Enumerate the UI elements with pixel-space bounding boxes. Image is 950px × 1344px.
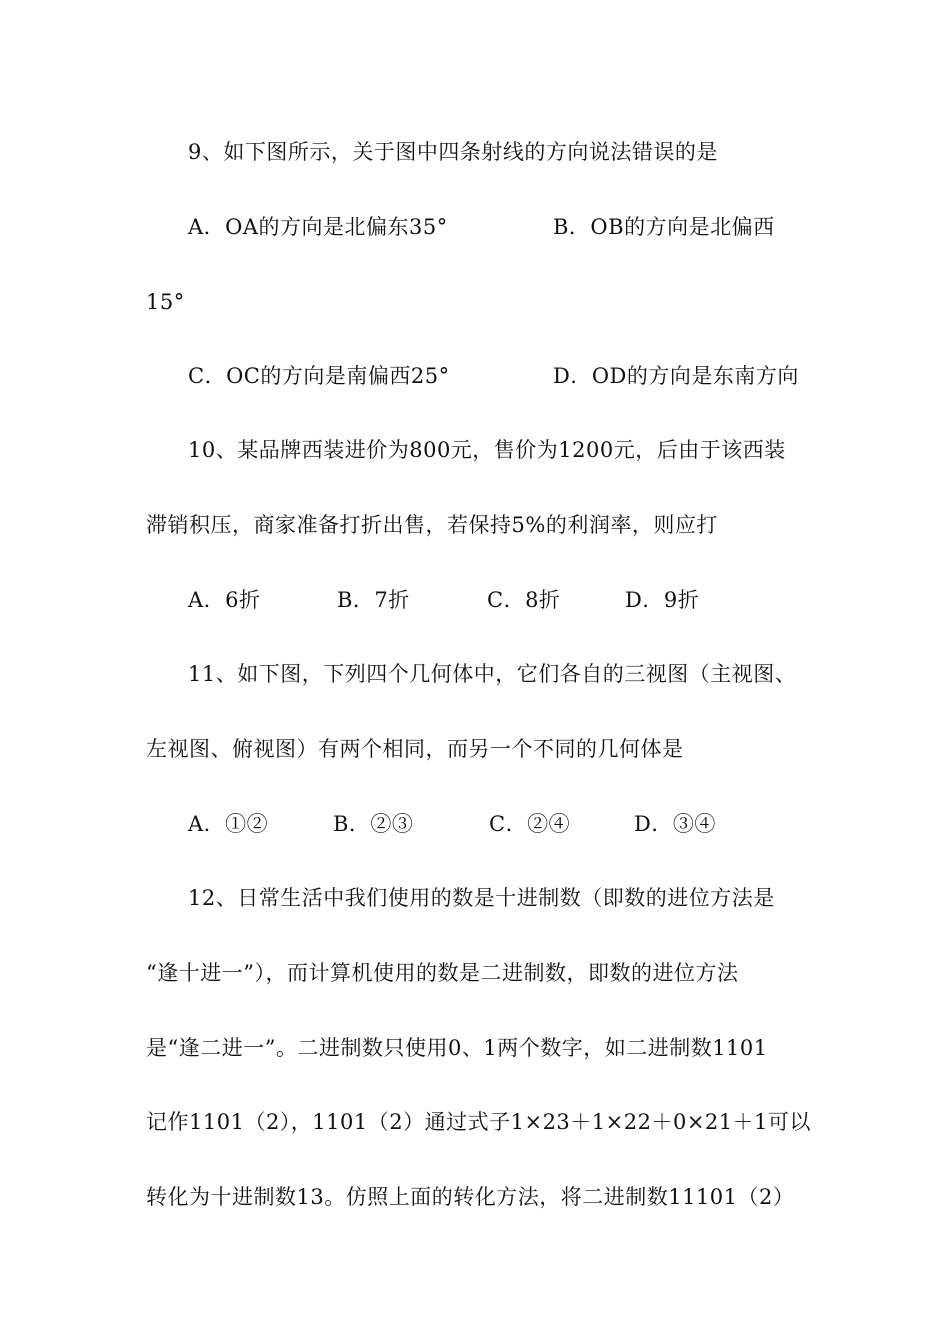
- q9-option-b-continued: 15°: [146, 290, 185, 314]
- q12-line3: 是“逢二进一”。二进制数只使用0、1两个数字，如二进制数1101: [146, 1036, 768, 1060]
- q10-stem-line1: 10、某品牌西装进价为800元，售价为1200元，后由于该西装: [188, 438, 786, 462]
- q12-line5: 转化为十进制数13。仿照上面的转化方法，将二进制数11101（2）: [146, 1185, 795, 1209]
- q9-stem: 9、如下图所示，关于图中四条射线的方向说法错误的是: [188, 140, 718, 164]
- q11-option-c: C．②④: [489, 812, 571, 836]
- q11-option-d: D．③④: [634, 812, 716, 836]
- q10-stem-line2: 滞销积压，商家准备打折出售，若保持5%的利润率，则应打: [146, 513, 718, 537]
- q12-line4: 记作1101（2），1101（2）通过式子1×23＋1×22＋0×21＋1可以: [146, 1110, 812, 1134]
- q10-option-a: A．6折: [188, 588, 261, 612]
- q12-line2: “逢十进一”），而计算机使用的数是二进制数，即数的进位方法: [146, 961, 739, 985]
- q11-option-b: B．②③: [333, 812, 414, 836]
- q10-option-c: C．8折: [487, 588, 561, 612]
- q9-option-d: D．OD的方向是东南方向: [553, 364, 799, 388]
- q12-line1: 12、日常生活中我们使用的数是十进制数（即数的进位方法是: [188, 886, 775, 910]
- q9-option-a: A．OA的方向是北偏东35°: [188, 215, 448, 239]
- q11-option-a: A．①②: [188, 812, 269, 836]
- q10-option-d: D．9折: [625, 588, 700, 612]
- q11-stem-line1: 11、如下图，下列四个几何体中，它们各自的三视图（主视图、: [188, 662, 797, 686]
- q9-option-b: B．OB的方向是北偏西: [553, 215, 775, 239]
- q11-stem-line2: 左视图、俯视图）有两个相同，而另一个不同的几何体是: [146, 737, 684, 761]
- q9-option-c: C．OC的方向是南偏西25°: [188, 364, 450, 388]
- q10-option-b: B．7折: [337, 588, 410, 612]
